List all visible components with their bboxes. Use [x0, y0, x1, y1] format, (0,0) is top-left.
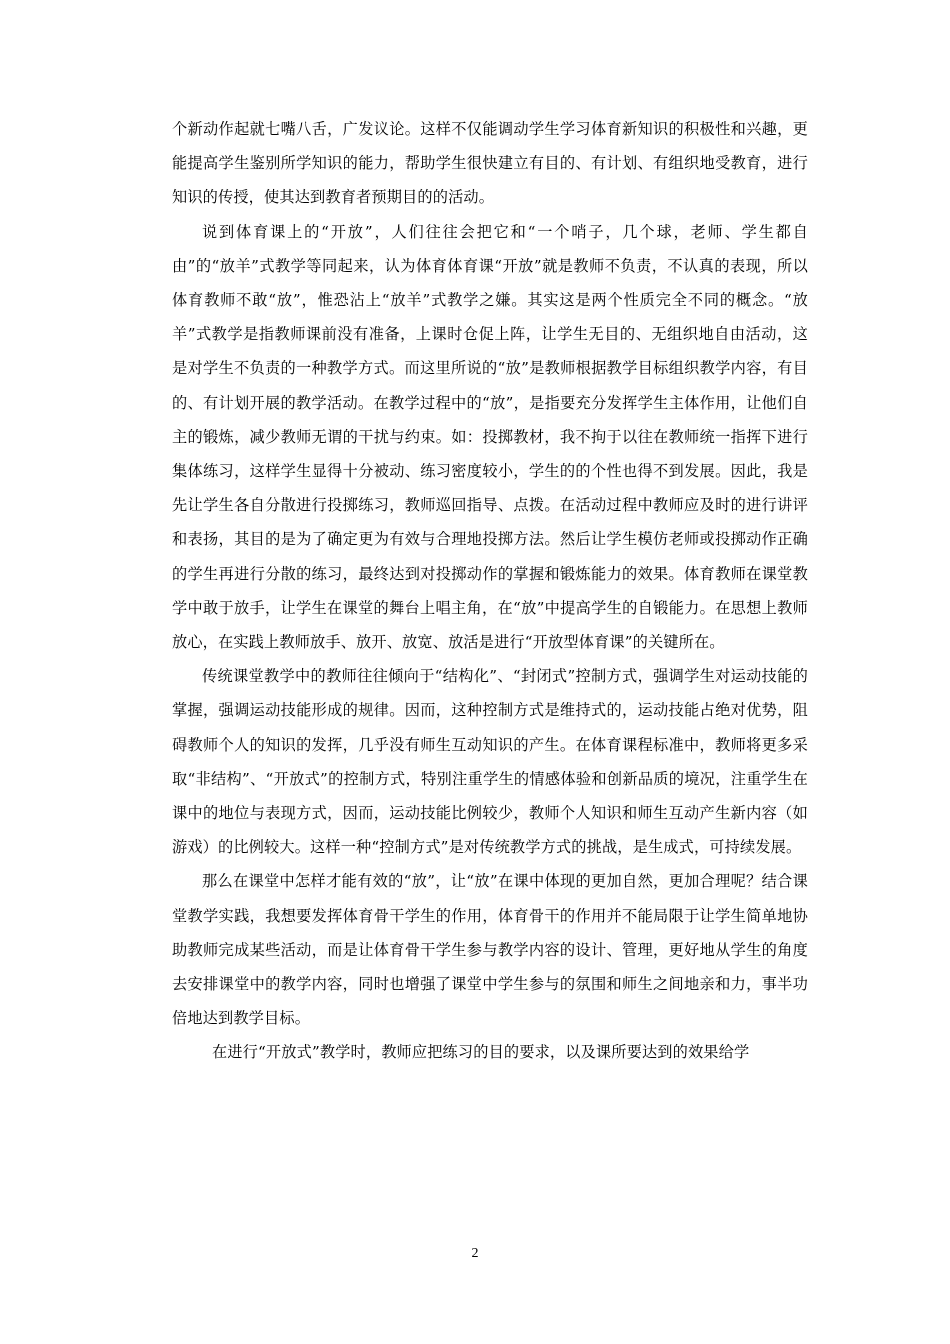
paragraph-2: 说到体育课上的“开放”，人们往往会把它和“一个哨子，几个球，老师、学生都自由”的“放羊”式教学等同起来，认为体育体育课“开放”就是教师不负责，不认真的表现，所以体育教师不敢“放”，惟恐沾上“放羊”式教学之嫌。其实这是两个性质完全不同的概念。“放羊”式教学是指教师课前没有准备，上课时仓促上阵，让学生无目的、无组织地自由活动，这是对学生不负责的一种教学方式。而这里所说的“放”是教师根据教学目标组织教学内容，有目的、有计划开展的教学活动。在教学过程中的“放”，是指要充分发挥学生主体作用，让他们自主的锻炼，减少教师无谓的干扰与约束。如：投掷教材，我不拘于以往在教师统一指挥下进行集体练习，这样学生显得十分被动、练习密度较小，学生的的个性也得不到发展。因此，我是先让学生各自分散进行投掷练习，教师巡回指导、点拨。在活动过程中教师应及时的进行讲评和表扬，其目的是为了确定更为有效与合理地投掷方法。然后让学生模仿老师或投掷动作正确的学生再进行分散的练习，最终达到对投掷动作的掌握和锻炼能力的效果。体育教师在课堂教学中敢于放手，让学生在课堂的舞台上唱主角，在“放”中提高学生的自锻能力。在思想上教师放心，在实践上教师放手、放开、放宽、放活是进行“开放型体育课”的关键所在。 — [172, 222, 808, 652]
paragraph-5: 在进行“开放式”教学时，教师应把练习的目的要求，以及课所要达到的效果给学 — [212, 1043, 750, 1062]
body-text — [172, 112, 808, 1070]
paragraph-3: 传统课堂教学中的教师往往倾向于“结构化”、“封闭式”控制方式，强调学生对运动技能的掌握，强调运动技能形成的规律。因而，这种控制方式是维持式的，运动技能占绝对优势，阻碍教师个人的知识的发挥，几乎没有师生互动知识的产生。在体育课程标准中，教师将更多采取“非结构”、“开放式”的控制方式，特别注重学生的情感体验和创新品质的境况，注重学生在课中的地位与表现方式，因而，运动技能比例较少，教师个人知识和师生互动产生新内容（如游戏）的比例较大。这样一种“控制方式”是对传统教学方式的挑战，是生成式，可持续发展。 — [172, 667, 808, 857]
page-number: 2 — [471, 1246, 479, 1261]
paragraph-4: 那么在课堂中怎样才能有效的“放”，让“放”在课中体现的更加自然，更加合理呢？结合课堂教学实践，我想要发挥体育骨干学生的作用，体育骨干的作用并不能局限于让学生简单地协助教师完成某些活动，而是让体育骨干学生参与教学内容的设计、管理，更好地从学生的角度去安排课堂中的教学内容，同时也增强了课堂中学生参与的氛围和师生之间地亲和力，事半功倍地达到教学目标。 — [172, 872, 808, 1028]
paragraph-1: 个新动作起就七嘴八舌，广发议论。这样不仅能调动学生学习体育新知识的积极性和兴趣，更能提高学生鉴别所学知识的能力，帮助学生很快建立有目的、有计划、有组织地受教育，进行知识的传授，使其达到教育者预期目的的活动。 — [172, 120, 808, 207]
